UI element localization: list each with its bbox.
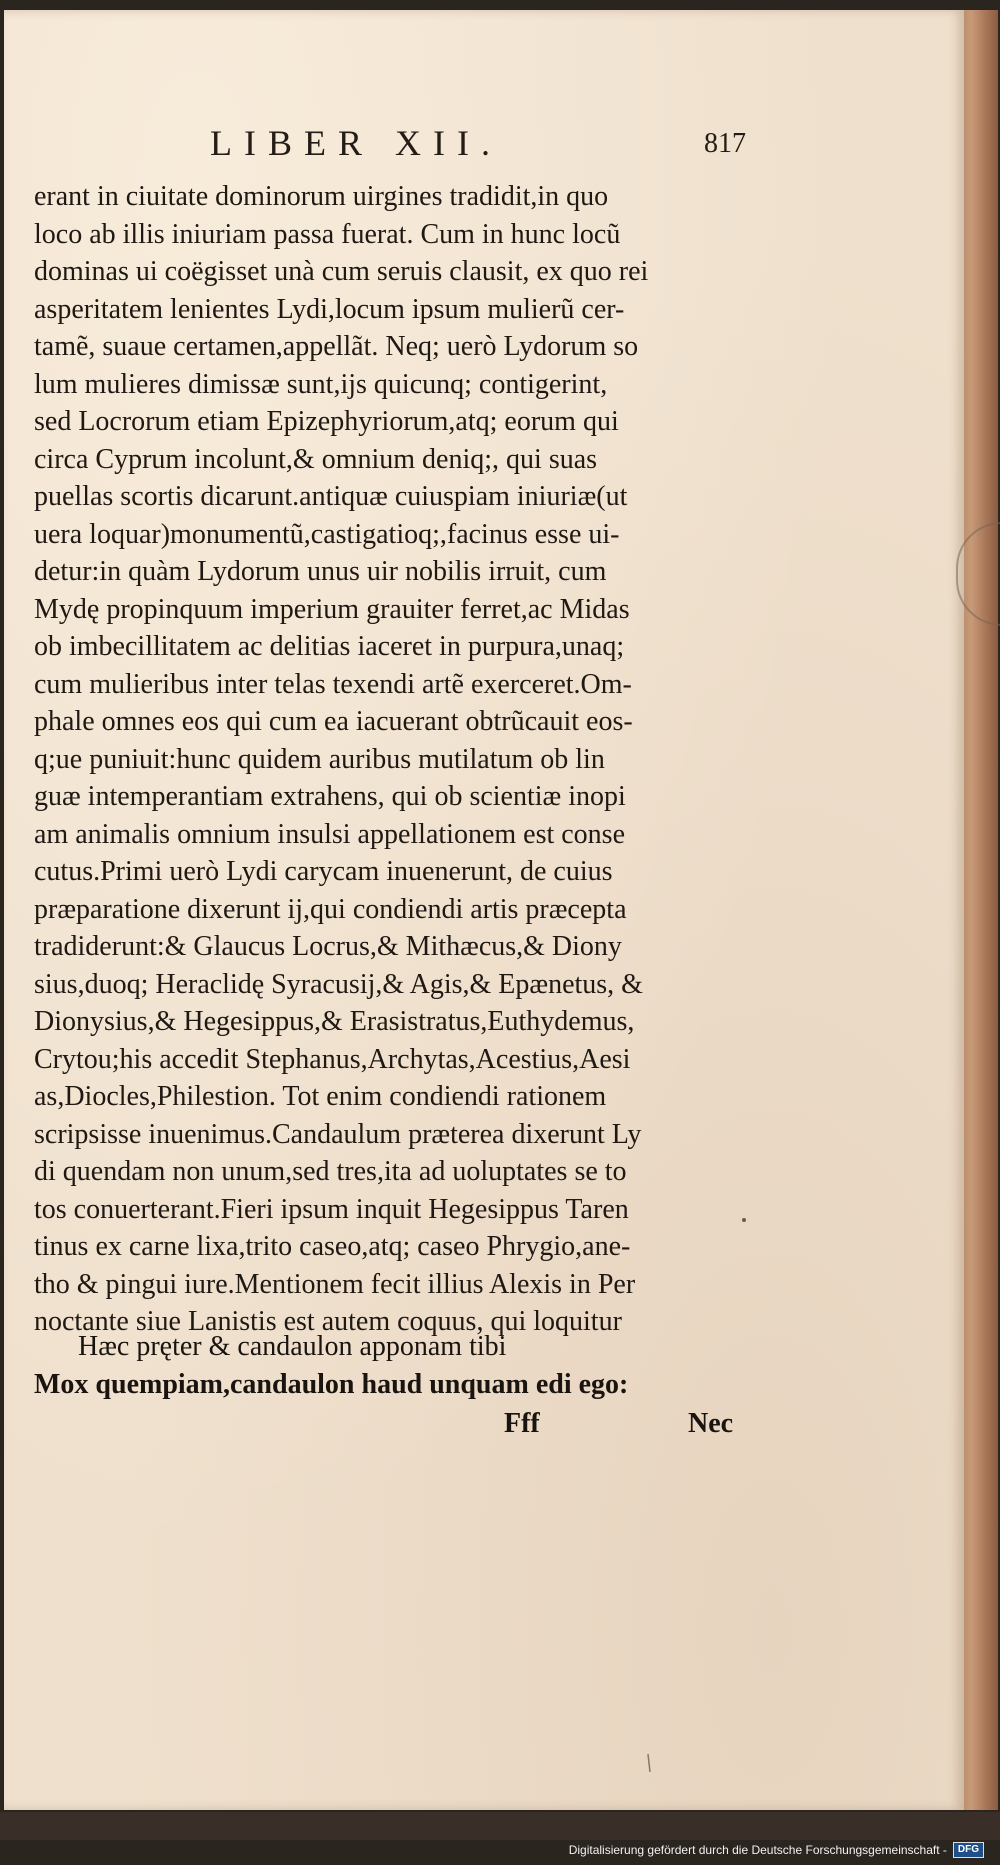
page-number: 817 xyxy=(704,128,746,159)
credit-text: Digitalisierung gefördert durch die Deutsche Forschungsgemeinschaft - xyxy=(568,1843,947,1857)
text-line: cutus.Primi uerò Lydi carycam inuenerunt, de cuius xyxy=(34,856,613,887)
text-line: detur:in quàm Lydorum unus uir nobilis irruit, cum xyxy=(34,556,607,587)
text-line: am animalis omnium insulsi appellationem est conse xyxy=(34,818,626,850)
text-line: erant in ciuitate dominorum uirgines tradidit,in quo xyxy=(34,181,609,212)
text-line: di quendam non unum,sed tres,ita ad uoluptates se to xyxy=(34,1156,627,1187)
text-line: lum mulieres dimissæ sunt,ijs quicunq; contigerint, xyxy=(34,368,608,400)
text-line: scripsisse inuenimus.Candaulum præterea dixerunt Ly xyxy=(34,1118,642,1150)
text-line: cum mulieribus inter telas texendi artẽ exerceret.Om- xyxy=(34,668,632,700)
text-line: q;ue puniuit:hunc quidem auribus mutilatum ob lin xyxy=(34,743,605,775)
text-line: loco ab illis iniuriam passa fuerat. Cum in hunc locũ xyxy=(34,218,621,250)
digitization-credit xyxy=(569,1841,984,1859)
text-line: guæ intemperantiam extrahens, qui ob scientiæ inopi xyxy=(34,781,626,812)
text-line: dominas ui coëgisset unà cum seruis clausit, ex quo rei xyxy=(34,256,649,287)
verse-line: Mox quempiam,candaulon haud unquam edi ego: xyxy=(34,1369,629,1400)
paper-specks xyxy=(4,10,964,1810)
catchword: Nec xyxy=(688,1408,734,1439)
verse-line: Hæc pręter & candaulon apponam tibi xyxy=(78,1331,507,1362)
text-line: sed Locrorum etiam Epizephyriorum,atq; eorum qui xyxy=(34,406,619,437)
text-line: Mydę propinquum imperium grauiter ferret,ac Midas xyxy=(34,593,630,625)
text-line: tradiderunt:& Glaucus Locrus,& Mithæcus,& Diony xyxy=(34,931,622,962)
text-line: tos conuerterant.Fieri ipsum inquit Hegesippus Taren xyxy=(34,1193,629,1225)
text-line: tinus ex carne lixa,trito caseo,atq; caseo Phrygio,ane- xyxy=(34,1231,631,1262)
text-line: sius,duoq; Heraclidę Syracusij,& Agis,& Epænetus, & xyxy=(34,968,643,1000)
text-line: ob imbecillitatem ac delitias iaceret in purpura,unaq; xyxy=(34,631,625,662)
text-line: tamẽ, suaue certamen,appellãt. Neq; uerò Lydorum so xyxy=(34,331,639,362)
running-title: LIBER XII. xyxy=(210,123,502,163)
dfg-logo: DFG xyxy=(953,1842,984,1858)
text-line: as,Diocles,Philestion. Tot enim condiendi rationem xyxy=(34,1081,607,1112)
text-line: uera loquar)monumentũ,castigatioq;,facinus esse ui- xyxy=(34,518,620,550)
text-line: circa Cyprum incolunt,& omnium deniq;, qui suas xyxy=(34,443,598,475)
text-line: præparatione dixerunt ij,qui condiendi artis præcepta xyxy=(34,893,627,925)
paper-page xyxy=(4,10,964,1810)
text-line: noctante siue Lanistis est autem coquus, qui loquitur xyxy=(34,1306,622,1337)
text-line: tho & pingui iure.Mentionem fecit illius Alexis in Per xyxy=(34,1268,636,1300)
text-line: Crytou;his accedit Stephanus,Archytas,Acestius,Aesi xyxy=(34,1043,631,1075)
scan-bottom-band xyxy=(0,1812,1000,1840)
text-line: phale omnes eos qui cum ea iacuerant obtrũcauit eos- xyxy=(34,706,633,737)
text-line: puellas scortis dicarunt.antiquæ cuiuspiam iniuriæ(ut xyxy=(34,481,628,512)
text-line: asperitatem lenientes Lydi,locum ipsum mulierũ cer- xyxy=(34,293,625,325)
book-fore-edge xyxy=(960,10,998,1810)
text-line: Dionysius,& Hegesippus,& Erasistratus,Euthydemus, xyxy=(34,1006,635,1037)
signature-mark: Fff xyxy=(504,1408,540,1439)
